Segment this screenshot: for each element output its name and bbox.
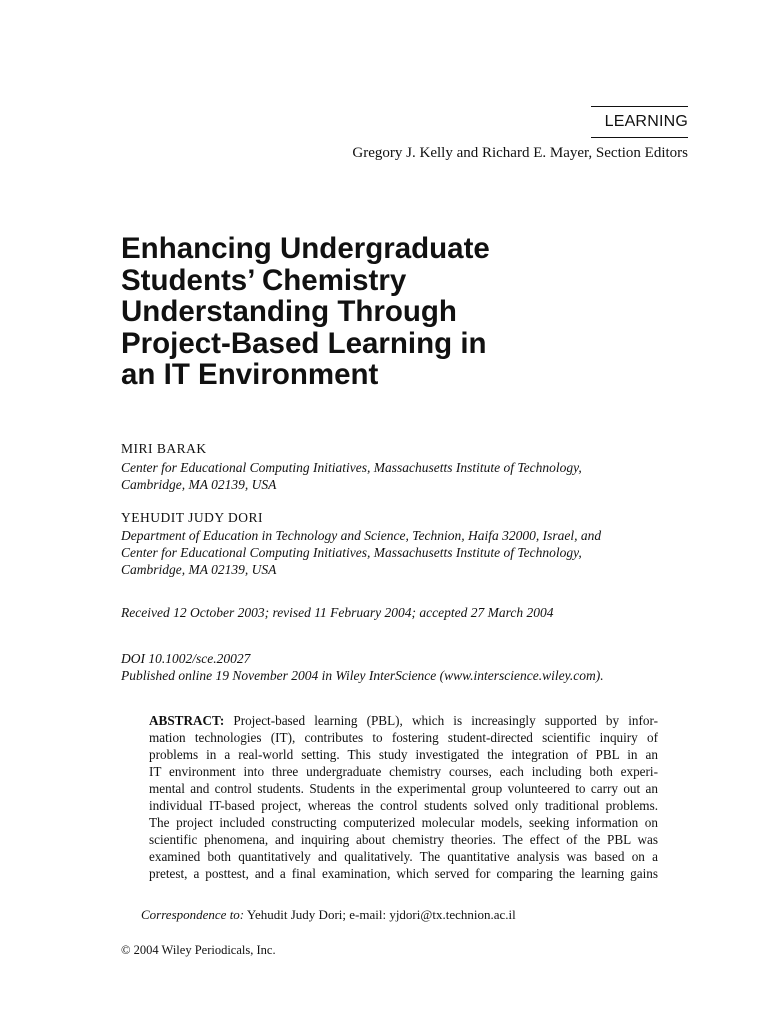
abstract: [149, 712, 658, 882]
affiliation-line: Cambridge, MA 02139, USA: [121, 562, 277, 577]
title-line: Project-Based Learning in: [121, 326, 487, 360]
article-title: [121, 233, 581, 391]
section-editors: Gregory J. Kelly and Richard E. Mayer, Section Editors: [352, 145, 688, 161]
abstract-line: examined both quantitatively and qualitatively. The quantitative analysis was based on a: [149, 849, 658, 864]
title-line: Students’ Chemistry: [121, 263, 407, 297]
abstract-line: scientific phenomena, and inquiring about chemistry theories. The effect of the PBL was: [149, 832, 658, 847]
correspondence: [141, 907, 516, 923]
author-name: YEHUDIT JUDY DORI: [121, 510, 263, 525]
abstract-line: problems in a real-world setting. This study investigated the integration of PBL in an: [149, 747, 658, 762]
published-online: Published online 19 November 2004 in Wiley InterScience (www.interscience.wiley.com).: [121, 668, 604, 683]
received-dates: Received 12 October 2003; revised 11 February 2004; accepted 27 March 2004: [121, 605, 554, 620]
affiliation-line: Department of Education in Technology and Science, Technion, Haifa 32000, Israel, and: [121, 528, 602, 543]
correspondence-text: Yehudit Judy Dori; e-mail: yjdori@tx.technion.ac.il: [246, 907, 516, 922]
abstract-line: pretest, a posttest, and a final examination, which served for comparing the learning gains: [149, 866, 658, 881]
abstract-label: ABSTRACT:: [149, 713, 225, 728]
abstract-line: ABSTRACT: Project-based learning (PBL), which is increasingly supported by infor-: [149, 713, 658, 728]
abstract-line: individual IT-based project, whereas the control students solved only traditional problems.: [149, 798, 658, 813]
section-name: LEARNING: [604, 113, 688, 130]
author-affiliation: [121, 459, 582, 493]
doi: DOI 10.1002/sce.20027: [121, 651, 251, 666]
title-line: Understanding Through: [121, 295, 457, 328]
title-line: Enhancing Undergraduate: [121, 232, 490, 265]
section-header: [591, 106, 688, 138]
abstract-line: IT environment into three undergraduate chemistry courses, each including both experi-: [149, 764, 658, 779]
affiliation-line: Center for Educational Computing Initiatives, Massachusetts Institute of Technology,: [121, 545, 582, 560]
abstract-line: The project included constructing computerized molecular models, seeking information on: [149, 815, 658, 830]
author-name: MIRI BARAK: [121, 441, 207, 456]
copyright: © 2004 Wiley Periodicals, Inc.: [121, 943, 276, 957]
abstract-line: mental and control students. Students in the experimental group volunteered to carry out an: [149, 781, 658, 796]
title-line: an IT Environment: [121, 358, 379, 391]
affiliation-line: Center for Educational Computing Initiatives, Massachusetts Institute of Technology,: [121, 460, 582, 475]
correspondence-label: Correspondence to:: [141, 907, 245, 922]
affiliation-line: Cambridge, MA 02139, USA: [121, 477, 277, 492]
author-affiliation: [121, 527, 601, 578]
abstract-line: mation technologies (IT), contributes to fostering student-directed scientific inquiry of: [149, 730, 658, 745]
